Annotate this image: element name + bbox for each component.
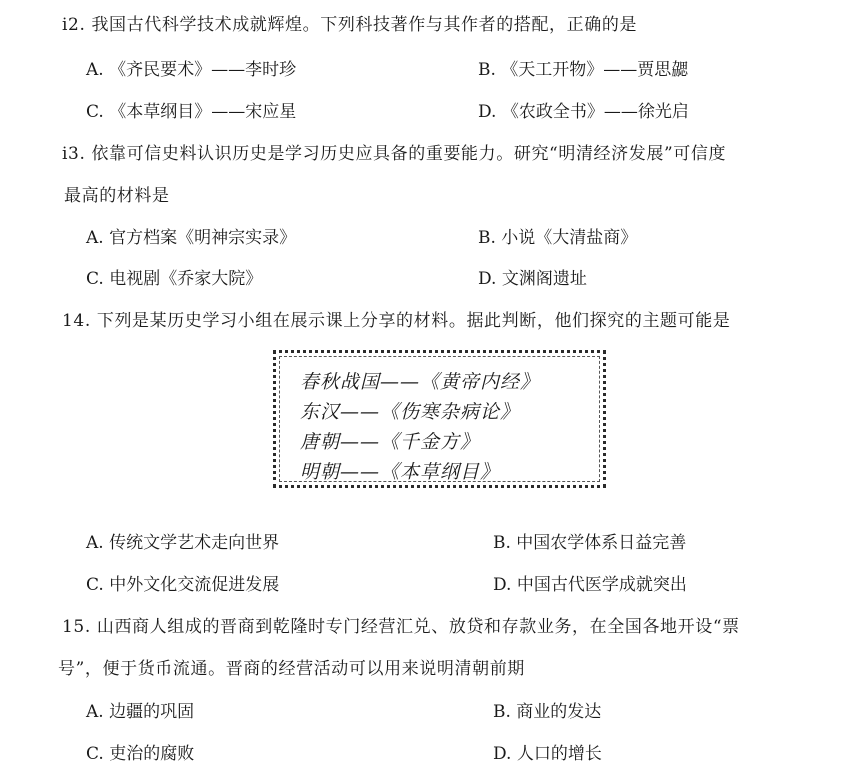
material-box bbox=[273, 350, 606, 488]
question-13-stem-continued: 最高的材料是 bbox=[64, 186, 170, 206]
question-15-option-d: D. 人口的增长 bbox=[493, 744, 602, 764]
question-14-stem: 14. 下列是某历史学习小组在展示课上分享的材料。据此判断，他们探究的主题可能是 bbox=[62, 311, 731, 331]
question-12-option-c: C. 《本草纲目》——宋应星 bbox=[86, 102, 297, 122]
question-14-option-c: C. 中外文化交流促进发展 bbox=[86, 575, 280, 595]
question-14-option-d: D. 中国古代医学成就突出 bbox=[493, 575, 687, 595]
question-14-option-b: B. 中国农学体系日益完善 bbox=[493, 533, 687, 553]
question-13-option-c: C. 电视剧《乔家大院》 bbox=[86, 269, 263, 289]
question-13-option-b: B. 小说《大清盐商》 bbox=[478, 228, 638, 248]
question-13-stem: i3. 依靠可信史料认识历史是学习历史应具备的重要能力。研究“明清经济发展”可信度 bbox=[62, 144, 727, 164]
question-15-option-a: A. 边疆的巩固 bbox=[86, 702, 195, 722]
question-12-option-d: D. 《农政全书》——徐光启 bbox=[478, 102, 689, 122]
material-line-1: 春秋战国——《黄帝内经》 bbox=[300, 371, 541, 393]
question-14-option-a: A. 传统文学艺术走向世界 bbox=[86, 533, 280, 553]
question-13-option-d: D. 文渊阁遗址 bbox=[478, 269, 587, 289]
material-line-2: 东汉——《伤寒杂病论》 bbox=[300, 401, 521, 423]
question-15-option-b: B. 商业的发达 bbox=[493, 702, 602, 722]
question-15-stem: 15. 山西商人组成的晋商到乾隆时专门经营汇兑、放贷和存款业务，在全国各地开设“票 bbox=[62, 617, 740, 637]
question-12-option-b: B. 《天工开物》——贾思勰 bbox=[478, 60, 689, 80]
material-line-4: 明朝——《本草纲目》 bbox=[300, 461, 501, 483]
question-12-option-a: A. 《齐民要术》——李时珍 bbox=[86, 60, 297, 80]
question-15-stem-continued: 号”，便于货币流通。晋商的经营活动可以用来说明清朝前期 bbox=[58, 659, 525, 679]
question-13-option-a: A. 官方档案《明神宗实录》 bbox=[86, 228, 297, 248]
material-line-3: 唐朝——《千金方》 bbox=[300, 431, 481, 453]
question-15-option-c: C. 吏治的腐败 bbox=[86, 744, 195, 764]
question-12-stem: i2. 我国古代科学技术成就辉煌。下列科技著作与其作者的搭配，正确的是 bbox=[62, 15, 638, 35]
